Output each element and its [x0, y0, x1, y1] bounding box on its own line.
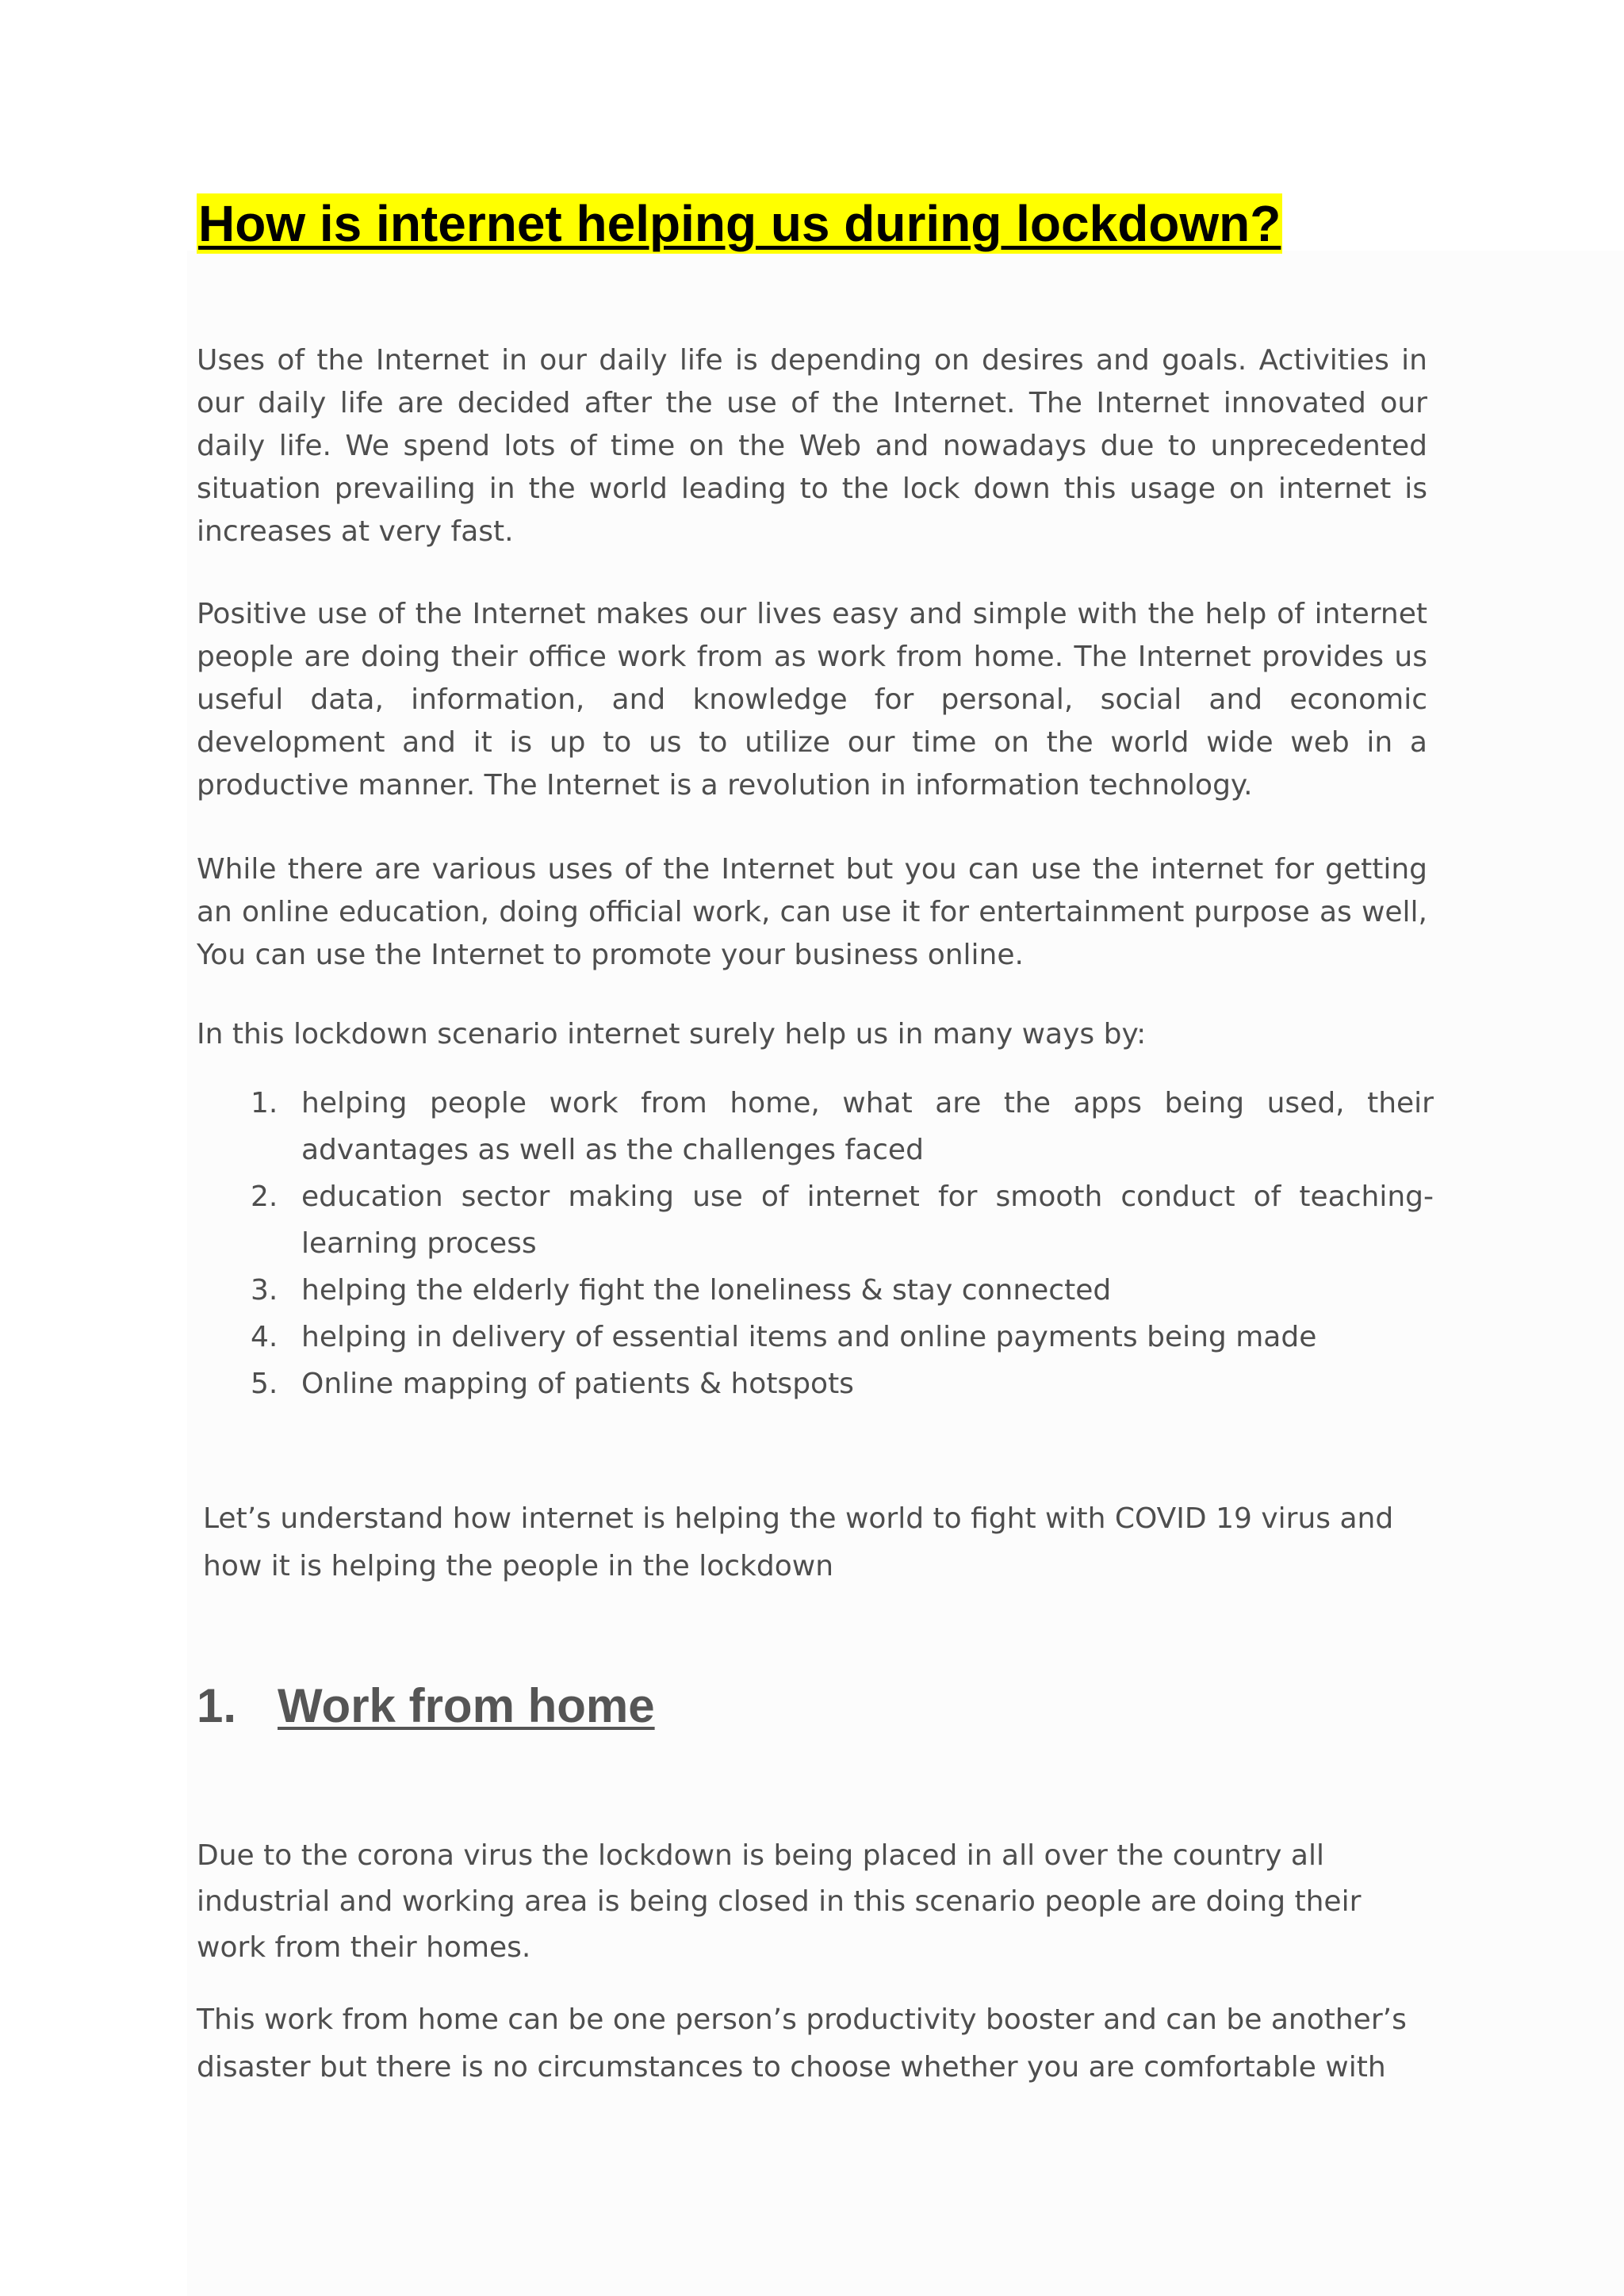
section-number: 1.	[197, 1679, 237, 1732]
list-item-text: education sector making use of internet for smooth conduct of teaching-learning process	[301, 1181, 1434, 1260]
list-item-number: 2.	[251, 1181, 278, 1213]
list-item-text: helping the elderly fight the loneliness & stay connected	[301, 1274, 1112, 1307]
list-item-number: 5.	[251, 1368, 278, 1400]
list-item	[197, 1080, 1434, 1173]
paragraph-covid-intro: Let’s understand how internet is helping the world to fight with COVID 19 virus and how it is helping the people in the lockdown	[203, 1502, 1394, 1582]
section-title: Work from home	[278, 1679, 655, 1732]
ways-list	[197, 1080, 1434, 1407]
list-item-number: 1.	[251, 1087, 278, 1119]
list-item	[197, 1267, 1434, 1314]
paragraph-productivity: This work from home can be one person’s productivity booster and can be another’s disaster but there is no circumstances to choose whether you are comfortable with	[197, 2003, 1407, 2084]
list-item-text: helping in delivery of essential items and online payments being made	[301, 1321, 1317, 1353]
paragraph-internet-uses: Uses of the Internet in our daily life is depending on desires and goals. Activities in our daily life are decided after the use of the Internet. The Internet innovated our daily life. We spend lots of time on the Web and nowadays due to unprecedented situation prevailing in the world leading to the lock down this usage on internet is increases at very fast.	[197, 344, 1427, 548]
list-item	[197, 1360, 1434, 1407]
paragraph-various-uses: While there are various uses of the Internet but you can use the internet for getting an online education, doing official work, can use it for entertainment purpose as well, You can use the Internet to promote your business online.	[197, 853, 1427, 971]
section-heading-work-from-home	[197, 1678, 655, 1735]
document-title: How is internet helping us during lockdown?	[198, 195, 1281, 252]
list-item-text: helping people work from home, what are the apps being used, their advantages as well as the challenges faced	[301, 1087, 1434, 1166]
list-item	[197, 1173, 1434, 1267]
list-item-number: 4.	[251, 1321, 278, 1353]
list-item-number: 3.	[251, 1274, 278, 1307]
paragraph-corona-lockdown: Due to the corona virus the lockdown is being placed in all over the country all industrial and working area is being closed in this scenario people are doing their work from their homes.	[197, 1839, 1362, 1964]
paragraph-positive-use: Positive use of the Internet makes our lives easy and simple with the help of internet people are doing their office work from as work from home. The Internet provides us useful data, information, and knowledge for personal, social and economic development and it is up to us to utilize our time on the world wide web in a productive manner. The Internet is a revolution in information technology.	[197, 598, 1427, 802]
list-item-text: Online mapping of patients & hotspots	[301, 1368, 854, 1400]
paragraph-lockdown-intro: In this lockdown scenario internet surely help us in many ways by:	[197, 1018, 1147, 1050]
list-item	[197, 1314, 1434, 1360]
